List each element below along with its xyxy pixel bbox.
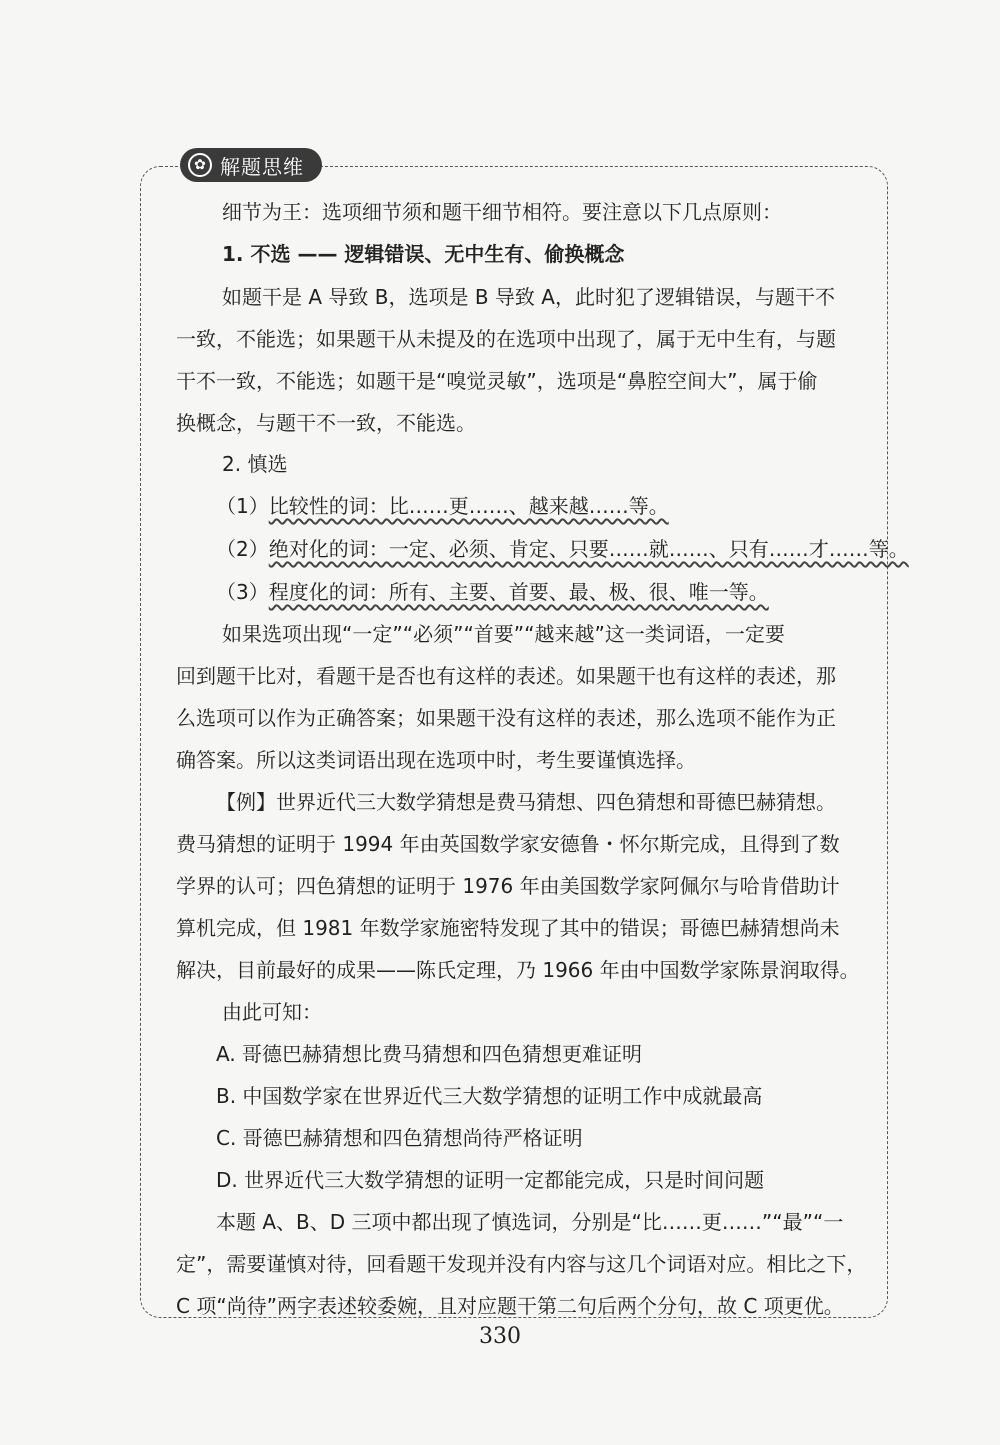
list-item [216, 492, 669, 520]
paragraph-line: 确答案。所以这类词语出现在选项中时，考生要谨慎选择。 [176, 748, 696, 772]
list-item [216, 535, 909, 563]
question-text: 由此可知： [222, 1000, 322, 1024]
section1-title: 1. 不选 —— 逻辑错误、无中生有、偷换概念 [222, 242, 625, 266]
page-number: 330 [479, 1324, 521, 1349]
example-line: 解决，目前最好的成果——陈氏定理，乃 1966 年由中国数学家陈景润取得。 [176, 958, 860, 982]
example-line: 学界的认可；四色猜想的证明于 1976 年由美国数学家阿佩尔与哈肯借助计 [176, 874, 840, 898]
option-d: D. 世界近代三大数学猜想的证明一定都能完成，只是时间问题 [216, 1168, 765, 1192]
paragraph-line: 如果选项出现“一定”“必须”“首要”“越来越”这一类词语，一定要 [222, 622, 785, 646]
list-item-text: 绝对化的词：一定、必须、肯定、只要……就……、只有……才……等。 [268, 537, 909, 561]
analysis-line: C 项“尚待”两字表述较委婉，且对应题干第二句后两个分句，故 C 项更优。 [176, 1294, 844, 1318]
paragraph-line: 么选项可以作为正确答案；如果题干没有这样的表述，那么选项不能作为正 [176, 706, 836, 730]
example-line: 费马猜想的证明于 1994 年由英国数学家安德鲁・怀尔斯完成，且得到了数 [176, 832, 840, 856]
intro-text: 细节为王：选项细节须和题干细节相符。要注意以下几点原则： [222, 200, 782, 224]
list-item-text: 程度化的词：所有、主要、首要、最、极、很、唯一等。 [268, 580, 769, 604]
option-c: C. 哥德巴赫猜想和四色猜想尚待严格证明 [216, 1126, 583, 1150]
example-line: 【例】世界近代三大数学猜想是费马猜想、四色猜想和哥德巴赫猜想。 [216, 790, 836, 814]
list-item [216, 578, 769, 606]
section-tag-label: 解题思维 [220, 154, 304, 179]
list-item-number: （3） [216, 580, 269, 604]
option-b: B. 中国数学家在世界近代三大数学猜想的证明工作中成就最高 [216, 1084, 763, 1108]
analysis-line: 本题 A、B、D 三项中都出现了慎选词，分别是“比……更……”“最”“一 [216, 1210, 844, 1234]
list-item-number: （2） [216, 537, 269, 561]
flower-icon: ✿ [188, 153, 212, 177]
section-tag [180, 148, 322, 182]
option-a: A. 哥德巴赫猜想比费马猜想和四色猜想更难证明 [216, 1042, 643, 1066]
list-item-text: 比较性的词：比……更……、越来越……等。 [268, 494, 669, 518]
list-item-number: （1） [216, 494, 269, 518]
paragraph-line: 干不一致，不能选；如题干是“嗅觉灵敏”，选项是“鼻腔空间大”，属于偷 [176, 369, 818, 393]
paragraph-line: 换概念，与题干不一致，不能选。 [176, 411, 476, 435]
paragraph-line: 如题干是 A 导致 B，选项是 B 导致 A，此时犯了逻辑错误，与题干不 [222, 285, 835, 309]
example-line: 算机完成，但 1981 年数学家施密特发现了其中的错误；哥德巴赫猜想尚未 [176, 916, 840, 940]
analysis-line: 定”，需要谨慎对待，回看题干发现并没有内容与这几个词语对应。相比之下， [176, 1252, 867, 1276]
paragraph-line: 一致，不能选；如果题干从未提及的在选项中出现了，属于无中生有，与题 [176, 327, 836, 351]
section2-title: 2. 慎选 [222, 452, 288, 476]
paragraph-line: 回到题干比对，看题干是否也有这样的表述。如果题干也有这样的表述，那 [176, 664, 836, 688]
